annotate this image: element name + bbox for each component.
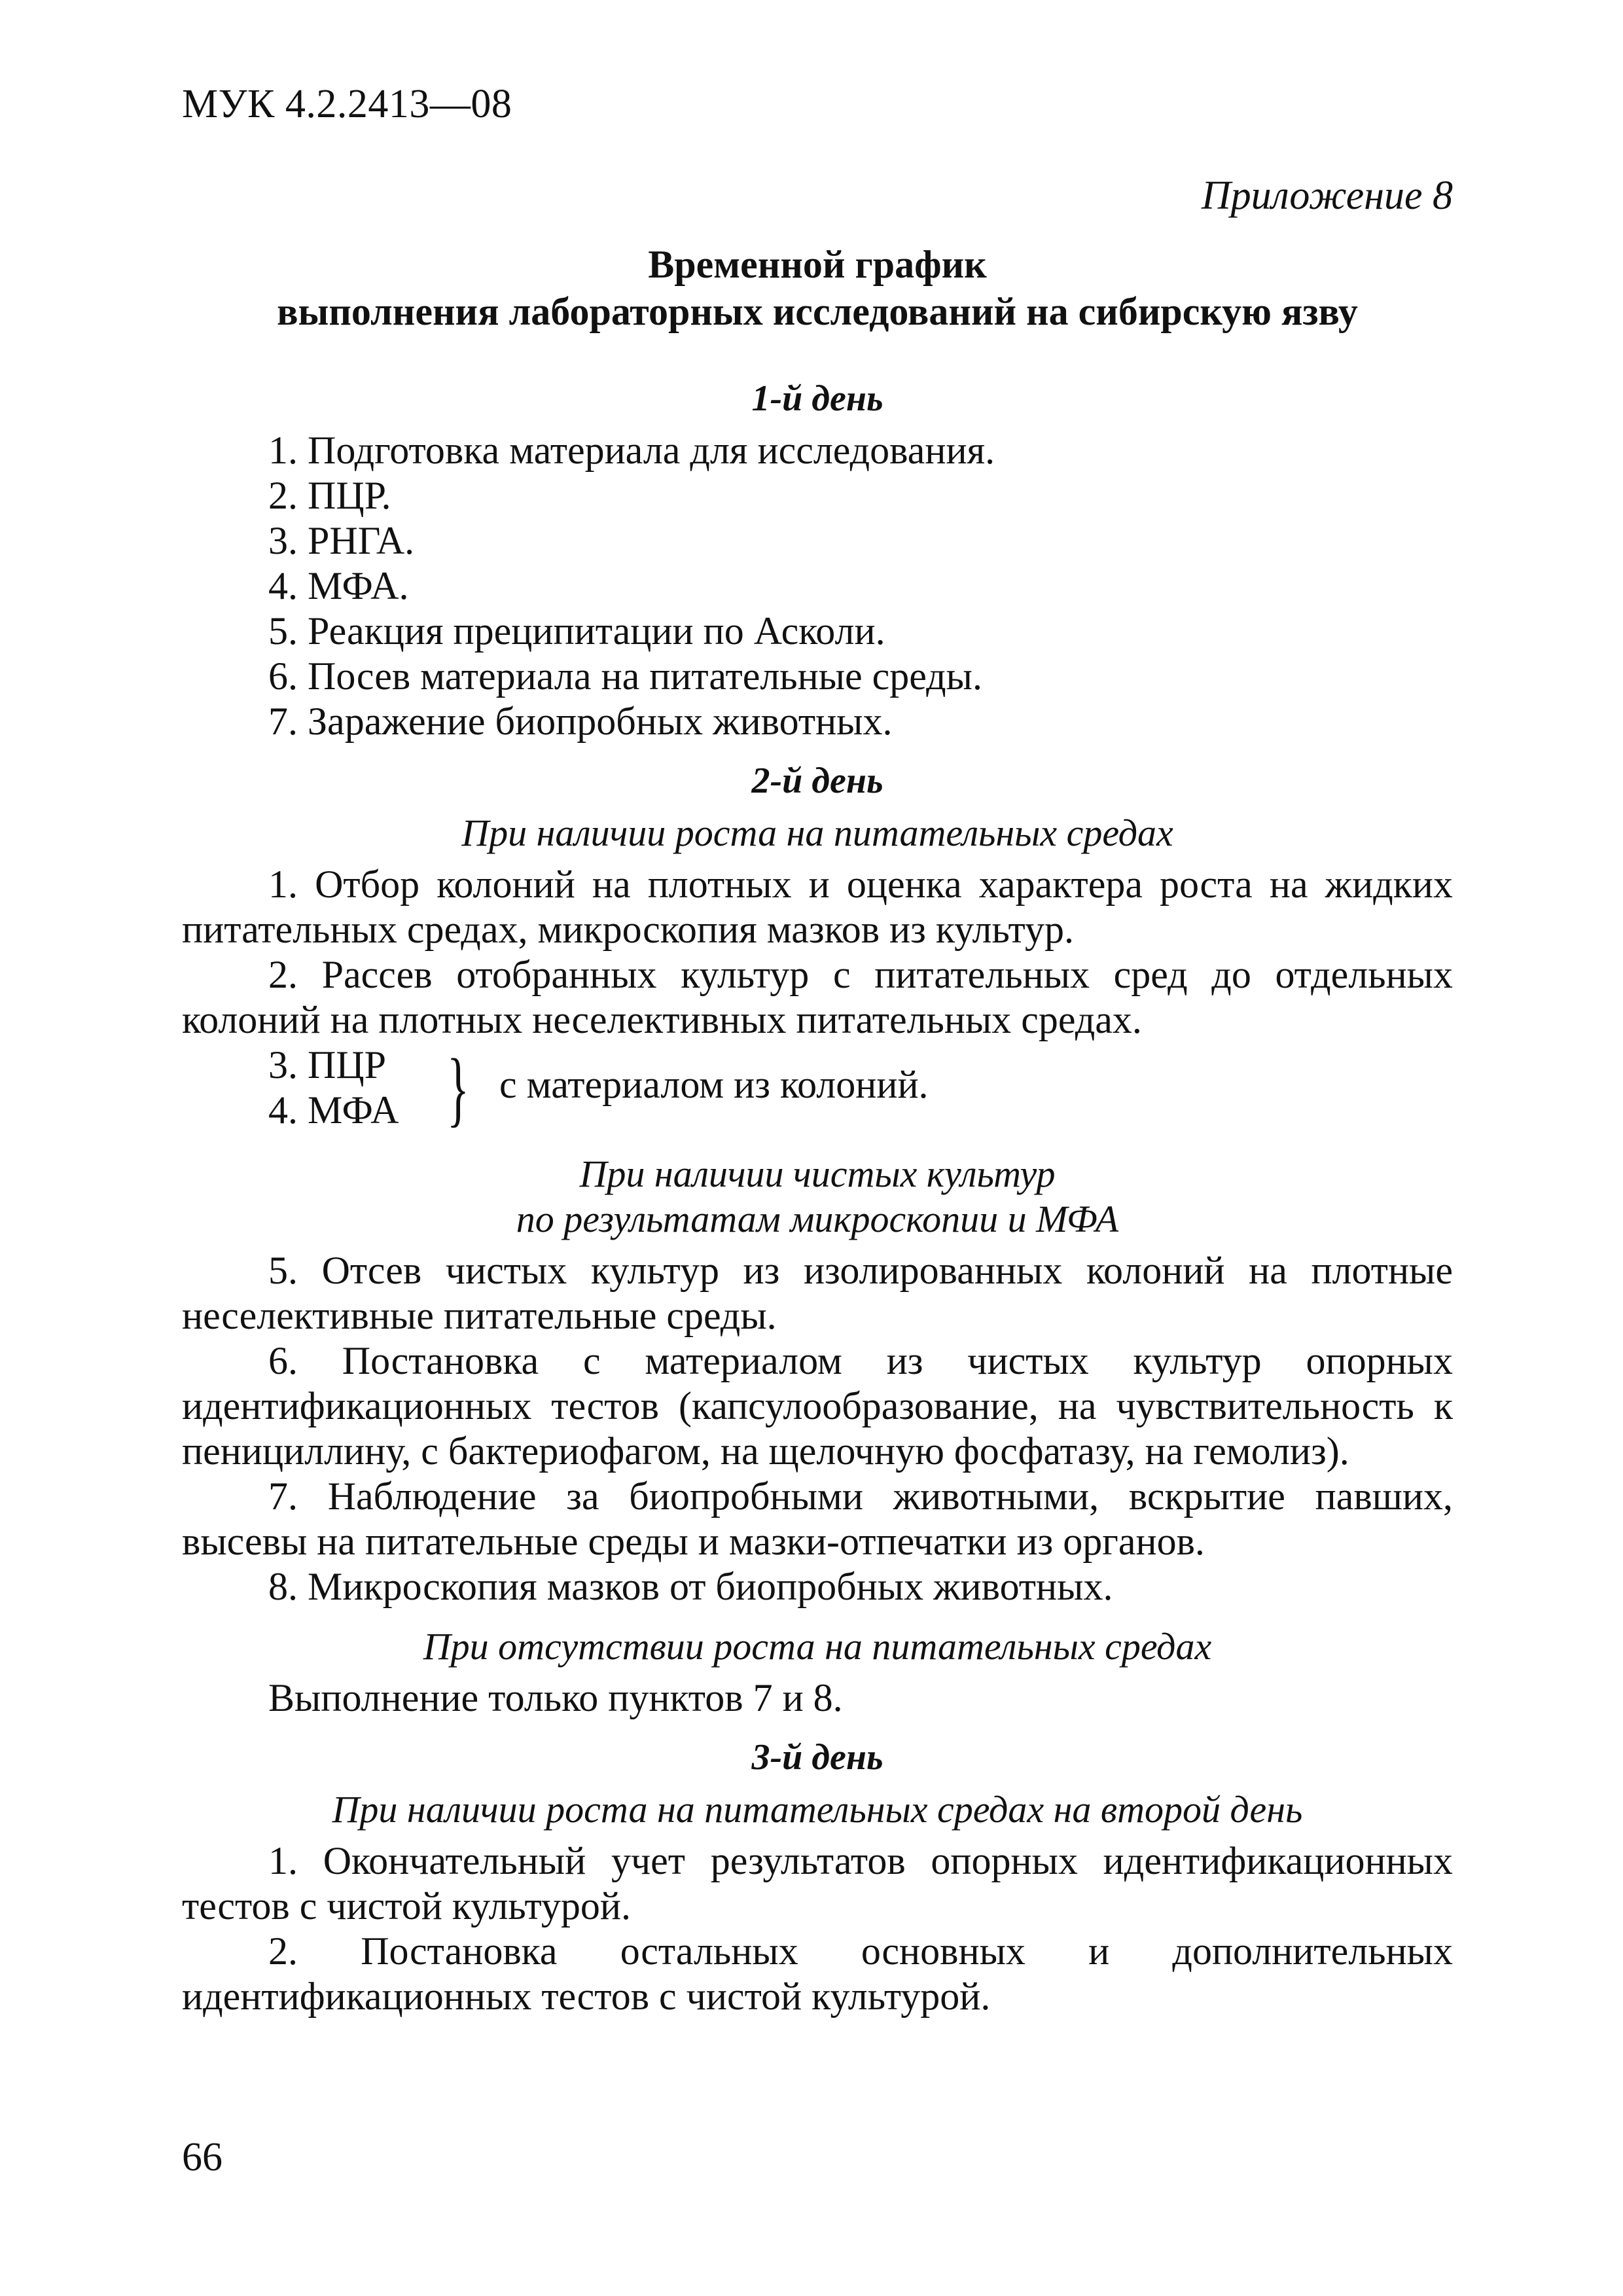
day2-pure-item: 5. Отсев чистых культур из изолированных колоний на плотные неселективные питательные среды.	[182, 1249, 1453, 1337]
day2-growth-heading: При наличии роста на питательных средах	[461, 812, 1173, 854]
day3-item: 2. Постановка остальных основных и дополнительных идентификационных тестов с чистой культурой.	[182, 1929, 1453, 2018]
day2-pure-heading-line-1: При наличии чистых культур	[579, 1153, 1056, 1195]
day2-heading: 2-й день	[751, 761, 883, 801]
document-title	[182, 241, 1453, 335]
day1-item: 3. РНГА.	[268, 519, 415, 562]
day2-growth-item: 2. Рассев отобранных культур с питательных сред до отдельных колоний на плотных неселективных питательных средах.	[182, 953, 1453, 1041]
day1-item: 1. Подготовка материала для исследования.	[268, 429, 995, 472]
day2-pure-item: 8. Микроскопия мазков от биопробных животных.	[268, 1565, 1113, 1608]
day2-pure-item: 6. Постановка с материалом из чистых культур опорных идентификационных тестов (капсулообразование, на чувствительность к пенициллину, с бактериофагом, на щелочную фосфатазу, на гемолиз).	[182, 1339, 1453, 1473]
day2-growth-item: 1. Отбор колоний на плотных и оценка характера роста на жидких питательных средах, микроскопия мазков из культур.	[182, 863, 1453, 951]
day2-no-growth-text: Выполнение только пунктов 7 и 8.	[268, 1676, 843, 1719]
day1-item: 2. ПЦР.	[268, 474, 391, 517]
running-head: МУК 4.2.2413—08	[182, 82, 512, 126]
brace-item: 4. МФА	[268, 1088, 399, 1132]
day1-list	[182, 428, 1453, 744]
day3-heading: 3-й день	[751, 1737, 883, 1778]
day2-no-growth-heading: При отсутствии роста на питательных средах	[423, 1625, 1212, 1668]
title-line-2: выполнения лабораторных исследований на сибирскую язву	[277, 290, 1358, 333]
brace-item: 3. ПЦР	[268, 1043, 387, 1086]
title-line-1: Временной график	[648, 243, 987, 286]
document-body	[182, 376, 1453, 2019]
day2-pure-heading-line-2: по результатам микроскопии и МФА	[516, 1198, 1119, 1240]
day3-growth-heading: При наличии роста на питательных средах на второй день	[332, 1788, 1303, 1831]
document-page	[182, 0, 1453, 2296]
day1-item: 7. Заражение биопробных животных.	[268, 700, 893, 743]
day2-pure-item: 7. Наблюдение за биопробными животными, вскрытие павших, высевы на питательные среды и мазки-отпечатки из органов.	[182, 1475, 1453, 1563]
day3-item: 1. Окончательный учет результатов опорных идентификационных тестов с чистой культурой.	[182, 1839, 1453, 1928]
day1-item: 6. Посев материала на питательные среды.	[268, 655, 982, 698]
brace-group	[182, 1043, 1453, 1133]
brace-text: с материалом из колоний.	[499, 1063, 929, 1106]
curly-brace-icon: }	[447, 1042, 469, 1135]
day1-heading: 1-й день	[751, 378, 883, 419]
day1-item: 5. Реакция преципитации по Асколи.	[268, 609, 885, 653]
appendix-label: Приложение 8	[1201, 173, 1453, 218]
page-number: 66	[182, 2135, 223, 2179]
day1-item: 4. МФА.	[268, 564, 409, 607]
